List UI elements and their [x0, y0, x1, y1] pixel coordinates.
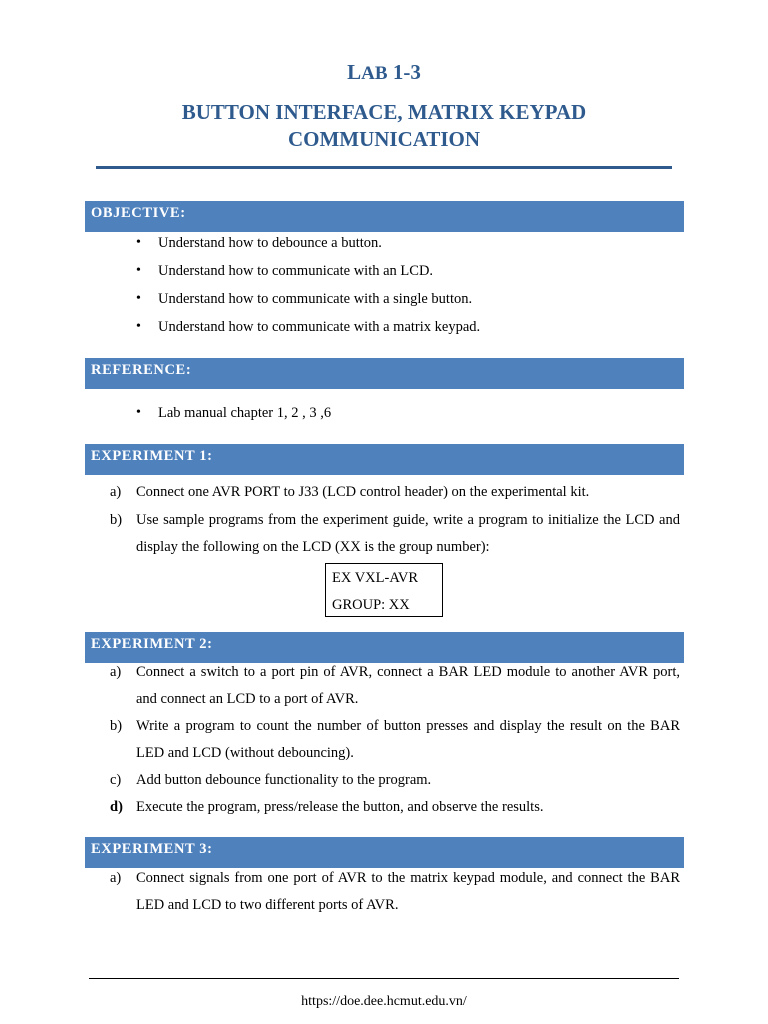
- step-text: Connect a switch to a port pin of AVR, connect a BAR LED module to another AVR port, and connect an LCD to a port of AVR.: [136, 664, 680, 707]
- reference-heading: REFERENCE:: [85, 358, 684, 389]
- lcd-line-2: GROUP: XX: [332, 597, 410, 613]
- experiment1-heading: EXPERIMENT 1:: [85, 444, 684, 475]
- lcd-line-1: EX VXL-AVR: [332, 570, 419, 586]
- title-divider: [96, 166, 672, 169]
- document-title: [0, 99, 768, 153]
- step-item: [110, 479, 680, 506]
- lab-prefix-rest: AB: [361, 63, 388, 84]
- objective-heading: OBJECTIVE:: [85, 201, 684, 232]
- list-item: • Understand how to communicate with an LCD.: [158, 263, 433, 280]
- lab-prefix-initial: L: [347, 60, 362, 84]
- step-text: Connect signals from one port of AVR to the matrix keypad module, and connect the BAR LED and LCD to two different ports of AVR.: [136, 870, 680, 913]
- step-marker: a): [110, 870, 122, 886]
- step-item: [110, 865, 680, 919]
- step-marker: a): [110, 484, 122, 500]
- footer-divider: [89, 978, 679, 979]
- list-item: • Understand how to debounce a button.: [158, 235, 382, 252]
- step-marker: c): [110, 772, 122, 788]
- step-item: [110, 659, 680, 713]
- step-marker: d): [110, 799, 123, 815]
- step-item: [110, 713, 680, 767]
- step-marker: a): [110, 664, 122, 680]
- lab-number-title: [0, 60, 768, 85]
- step-text: Add button debounce functionality to the program.: [136, 772, 432, 788]
- experiment3-heading: EXPERIMENT 3:: [85, 837, 684, 868]
- step-text: Use sample programs from the experiment guide, write a program to initialize the LCD and display the following on the LCD (XX is the group number):: [136, 512, 680, 555]
- lcd-display-box: [325, 563, 443, 617]
- step-marker: b): [110, 718, 123, 734]
- footer-url: https://doe.dee.hcmut.edu.vn/: [301, 994, 467, 1009]
- step-item: [110, 767, 680, 794]
- list-item: • Understand how to communicate with a matrix keypad.: [158, 319, 480, 336]
- list-item: • Lab manual chapter 1, 2 , 3 ,6: [158, 405, 331, 422]
- experiment2-heading: EXPERIMENT 2:: [85, 632, 684, 663]
- step-marker: b): [110, 512, 123, 528]
- list-item: • Understand how to communicate with a single button.: [158, 291, 472, 308]
- title-line-1: BUTTON INTERFACE, MATRIX KEYPAD: [181, 100, 587, 124]
- step-item: [110, 507, 680, 561]
- step-text: Write a program to count the number of button presses and display the result on the BAR LED and LCD (without debouncing).: [136, 718, 680, 761]
- step-text: Execute the program, press/release the button, and observe the results.: [136, 799, 544, 815]
- step-text: Connect one AVR PORT to J33 (LCD control header) on the experimental kit.: [136, 484, 590, 500]
- lab-number: 1-3: [387, 60, 421, 84]
- title-line-2: COMMUNICATION: [287, 127, 481, 151]
- step-item: [110, 794, 680, 821]
